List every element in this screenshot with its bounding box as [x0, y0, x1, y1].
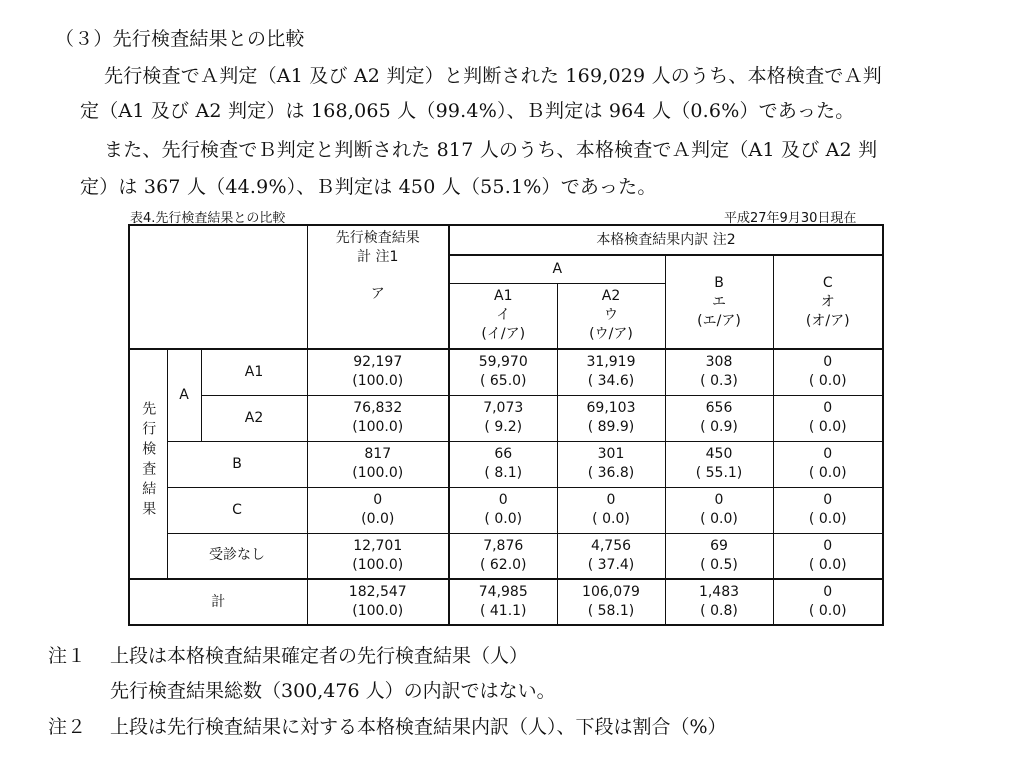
cell-total: 92,197 (100.0): [307, 349, 449, 395]
row-label-c: C: [167, 487, 307, 533]
cell-a2: 69,103 ( 89.9): [557, 395, 665, 441]
table-date: 平成27年9月30日現在: [724, 211, 857, 226]
group-a-header: A: [449, 255, 665, 283]
cell-a1: 7,073 ( 9.2): [449, 395, 557, 441]
cell-total: 182,547 (100.0): [307, 579, 449, 625]
prior-title: 先行検査結果: [335, 230, 420, 246]
comparison-table: [128, 224, 884, 626]
note-1: [48, 641, 528, 668]
note-1-text: 上段は本格検査結果確定者の先行検査結果（人）: [110, 645, 529, 667]
cell-a1: 0 ( 0.0): [449, 487, 557, 533]
cell-a1: 74,985 ( 41.1): [449, 579, 557, 625]
note-2-mark: 注２: [48, 716, 87, 738]
cell-b: 450 ( 55.1): [665, 441, 773, 487]
cell-a2: 301 ( 36.8): [557, 441, 665, 487]
cell-c: 0 ( 0.0): [773, 579, 883, 625]
cell-a1: 7,876 ( 62.0): [449, 533, 557, 579]
col-header-a2: A2 ウ (ウ/ア): [557, 283, 665, 349]
cell-c: 0 ( 0.0): [773, 349, 883, 395]
cell-b: 656 ( 0.9): [665, 395, 773, 441]
cell-c: 0 ( 0.0): [773, 533, 883, 579]
cell-c: 0 ( 0.0): [773, 441, 883, 487]
side-label: 先行検査結果: [140, 401, 157, 521]
col-header-b: B エ (エ/ア): [665, 255, 773, 349]
prior-mark: ア: [370, 286, 385, 302]
note-1-mark: 注１: [48, 645, 87, 667]
note-2-text: 上段は先行検査結果に対する本格検査結果内訳（人）、下段は割合（%）: [110, 716, 727, 738]
paragraph-line-3: また、先行検査でＢ判定と判断された 817 人のうち、本格検査でＡ判定（A1 及び A2 判: [104, 139, 878, 161]
cell-a1: 66 ( 8.1): [449, 441, 557, 487]
prior-total-header: [307, 225, 449, 349]
paragraph-line-4: 定）は 367 人（44.9%）、Ｂ判定は 450 人（55.1%）であった。: [80, 176, 657, 198]
cell-total: 12,701 (100.0): [307, 533, 449, 579]
prior-sub: 計 注1: [357, 249, 399, 265]
cell-total: 817 (100.0): [307, 441, 449, 487]
row-label-b: B: [167, 441, 307, 487]
cell-b: 1,483 ( 0.8): [665, 579, 773, 625]
note-1-continued: 先行検査結果総数（300,476 人）の内訳ではない。: [110, 680, 556, 702]
row-label-a2: A2: [201, 395, 307, 441]
row-label-total: 計: [129, 579, 307, 625]
table-caption: 表4.先行検査結果との比較: [130, 211, 286, 226]
col-header-c: C オ (オ/ア): [773, 255, 883, 349]
paragraph-line-2: 定（A1 及び A2 判定）は 168,065 人（99.4%）、Ｂ判定は 964 人（0.6%）であった。: [80, 100, 855, 122]
cell-b: 308 ( 0.3): [665, 349, 773, 395]
group-a-label: A: [167, 349, 201, 441]
row-label-a1: A1: [201, 349, 307, 395]
cell-total: 0 (0.0): [307, 487, 449, 533]
cell-c: 0 ( 0.0): [773, 487, 883, 533]
cell-total: 76,832 (100.0): [307, 395, 449, 441]
cell-b: 69 ( 0.5): [665, 533, 773, 579]
main-result-header: 本格検査結果内訳 注2: [449, 225, 883, 255]
cell-a2: 31,919 ( 34.6): [557, 349, 665, 395]
table-corner-cell: [129, 225, 307, 349]
paragraph-line-1: 先行検査でＡ判定（A1 及び A2 判定）と判断された 169,029 人のうち、本格検査でＡ判: [104, 65, 882, 87]
col-header-a1: A1 イ (イ/ア): [449, 283, 557, 349]
cell-a2: 106,079 ( 58.1): [557, 579, 665, 625]
note-2: [48, 712, 727, 739]
cell-a1: 59,970 ( 65.0): [449, 349, 557, 395]
cell-a2: 0 ( 0.0): [557, 487, 665, 533]
side-label-cell: [129, 349, 167, 579]
cell-c: 0 ( 0.0): [773, 395, 883, 441]
row-label-no-exam: 受診なし: [167, 533, 307, 579]
section-heading: （３）先行検査結果との比較: [55, 28, 305, 50]
cell-b: 0 ( 0.0): [665, 487, 773, 533]
cell-a2: 4,756 ( 37.4): [557, 533, 665, 579]
